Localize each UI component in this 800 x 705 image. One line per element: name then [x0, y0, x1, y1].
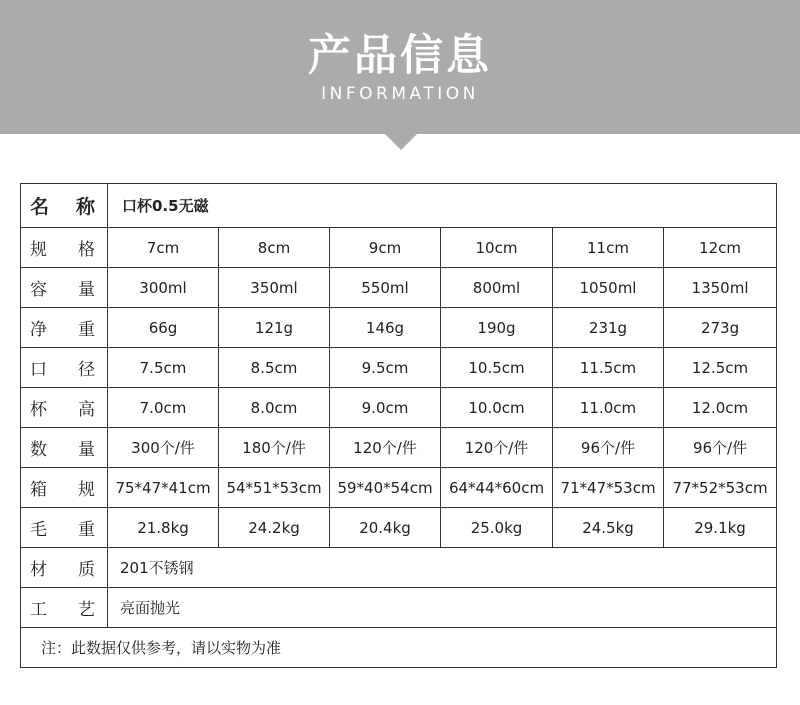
spec-value: 71*47*53cm — [553, 468, 664, 508]
label-char: 称 — [75, 196, 95, 218]
spec-row — [21, 308, 777, 348]
label-cell — [21, 184, 108, 228]
spec-value: 190g — [441, 308, 553, 348]
label-char: 数 — [30, 440, 47, 460]
label-cell — [21, 348, 108, 388]
spec-row — [21, 268, 777, 308]
spec-value: 7.5cm — [108, 348, 219, 388]
spec-value: 12.5cm — [664, 348, 777, 388]
page-title: 产品信息 — [308, 31, 492, 81]
label-char: 量 — [78, 280, 95, 300]
label-char: 重 — [78, 520, 95, 540]
spec-value: 29.1kg — [664, 508, 777, 548]
page-subtitle: INFORMATION — [321, 84, 479, 104]
spec-value: 1050ml — [553, 268, 664, 308]
label-char: 量 — [78, 440, 95, 460]
label-char: 质 — [78, 560, 95, 580]
label-cell — [21, 228, 108, 268]
row-material — [21, 548, 777, 588]
spec-value: 66g — [108, 308, 219, 348]
spec-value: 24.5kg — [553, 508, 664, 548]
spec-value: 180个/件 — [219, 428, 330, 468]
label-char: 毛 — [30, 520, 47, 540]
spec-value: 8cm — [219, 228, 330, 268]
row-name — [21, 184, 777, 228]
spec-value: 300ml — [108, 268, 219, 308]
spec-value: 550ml — [330, 268, 441, 308]
label-cell — [21, 388, 108, 428]
label-char: 高 — [78, 400, 95, 420]
spec-value: 59*40*54cm — [330, 468, 441, 508]
label-char: 容 — [30, 280, 47, 300]
label-char: 艺 — [78, 600, 95, 620]
spec-value: 146g — [330, 308, 441, 348]
spec-value: 7.0cm — [108, 388, 219, 428]
spec-value: 8.5cm — [219, 348, 330, 388]
spec-value: 9.0cm — [330, 388, 441, 428]
spec-value: 10.0cm — [441, 388, 553, 428]
spec-value: 8.0cm — [219, 388, 330, 428]
spec-row — [21, 508, 777, 548]
spec-value: 231g — [553, 308, 664, 348]
spec-value: 20.4kg — [330, 508, 441, 548]
label-char: 口 — [30, 360, 47, 380]
product-name: 口杯0.5无磁 — [108, 184, 777, 228]
spec-value: 11.0cm — [553, 388, 664, 428]
spec-value: 75*47*41cm — [108, 468, 219, 508]
spec-value: 300个/件 — [108, 428, 219, 468]
spec-value: 24.2kg — [219, 508, 330, 548]
label-char: 重 — [78, 320, 95, 340]
row-note — [21, 628, 777, 668]
spec-row — [21, 468, 777, 508]
label-char: 箱 — [30, 480, 47, 500]
spec-value: 10cm — [441, 228, 553, 268]
spec-value: 11.5cm — [553, 348, 664, 388]
label-char: 规 — [78, 480, 95, 500]
spec-value: 77*52*53cm — [664, 468, 777, 508]
label-char: 名 — [30, 196, 50, 218]
row-craft — [21, 588, 777, 628]
label-char: 杯 — [30, 400, 47, 420]
spec-row — [21, 348, 777, 388]
row-material-value: 201不锈钢 — [108, 548, 777, 588]
spec-row — [21, 428, 777, 468]
label-char: 规 — [30, 240, 47, 260]
spec-value: 120个/件 — [330, 428, 441, 468]
label-char: 材 — [30, 560, 47, 580]
spec-value: 800ml — [441, 268, 553, 308]
spec-value: 350ml — [219, 268, 330, 308]
spec-value: 64*44*60cm — [441, 468, 553, 508]
label-cell — [21, 548, 108, 588]
label-char: 净 — [30, 320, 47, 340]
spec-value: 54*51*53cm — [219, 468, 330, 508]
label-cell — [21, 468, 108, 508]
spec-value: 9cm — [330, 228, 441, 268]
header-banner — [0, 0, 800, 134]
label-cell — [21, 428, 108, 468]
spec-value: 273g — [664, 308, 777, 348]
row-craft-value: 亮面抛光 — [108, 588, 777, 628]
banner-pointer — [384, 133, 418, 150]
spec-value: 12cm — [664, 228, 777, 268]
spec-value: 121g — [219, 308, 330, 348]
disclaimer-note: 注：此数据仅供参考，请以实物为准 — [21, 628, 777, 668]
label-cell — [21, 588, 108, 628]
spec-value: 12.0cm — [664, 388, 777, 428]
spec-value: 96个/件 — [664, 428, 777, 468]
spec-value: 21.8kg — [108, 508, 219, 548]
label-char: 工 — [30, 600, 47, 620]
spec-value: 120个/件 — [441, 428, 553, 468]
spec-row — [21, 228, 777, 268]
spec-value: 25.0kg — [441, 508, 553, 548]
label-char: 径 — [78, 360, 95, 380]
spec-value: 7cm — [108, 228, 219, 268]
spec-value: 10.5cm — [441, 348, 553, 388]
spec-value: 9.5cm — [330, 348, 441, 388]
label-cell — [21, 268, 108, 308]
label-cell — [21, 308, 108, 348]
spec-row — [21, 388, 777, 428]
label-char: 格 — [78, 240, 95, 260]
spec-value: 96个/件 — [553, 428, 664, 468]
spec-value: 1350ml — [664, 268, 777, 308]
product-spec-table — [20, 183, 777, 668]
spec-value: 11cm — [553, 228, 664, 268]
label-cell — [21, 508, 108, 548]
